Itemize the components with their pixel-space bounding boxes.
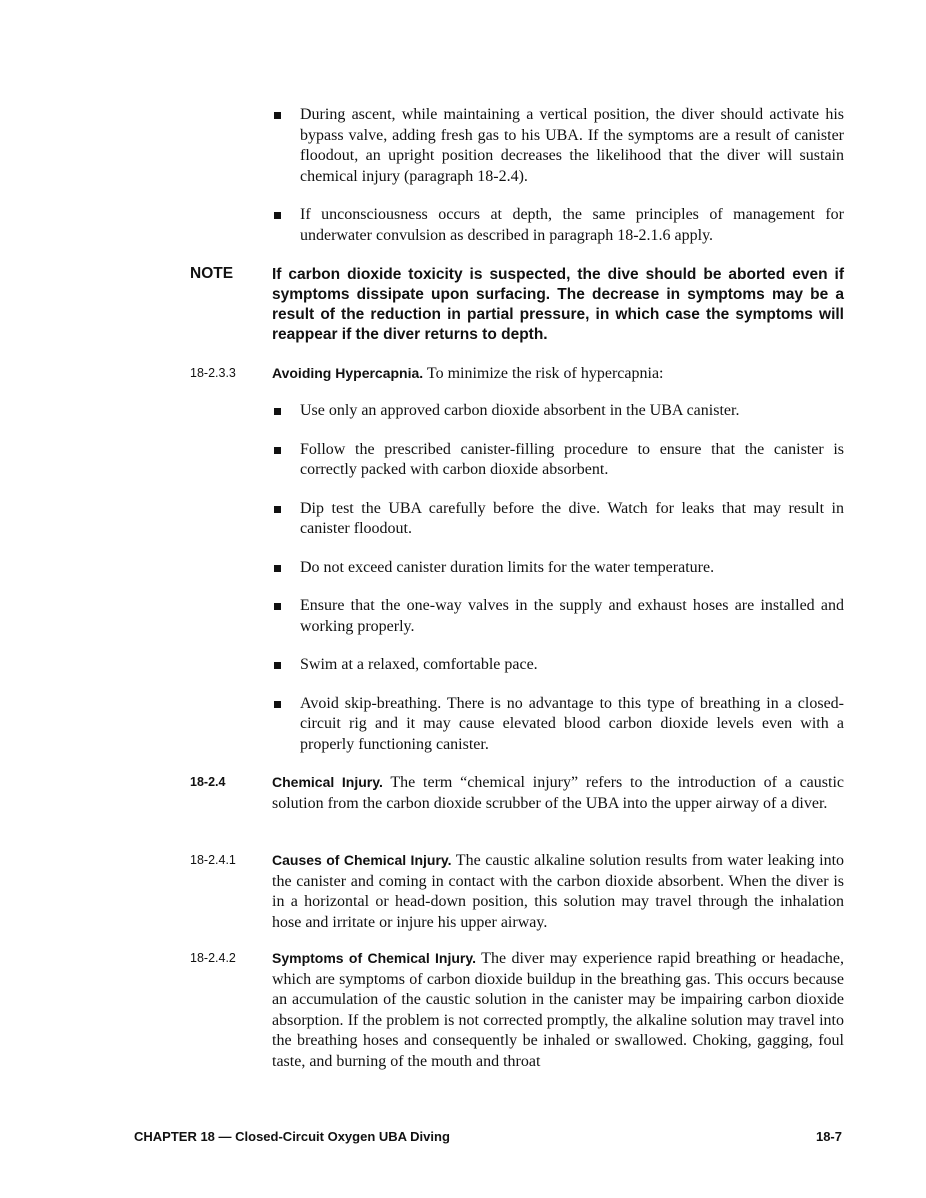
section-title: Chemical Injury.	[272, 774, 383, 790]
section-18-2-4-1	[272, 850, 844, 933]
list-item	[272, 499, 844, 540]
note-label: NOTE	[190, 265, 234, 282]
section-text: The diver may experience rapid breathing or headache, which are symptoms of carbon dioxide buildup in the breathing gas. This occurs because an accumulation of the caustic solution in the canister may be impairing carbon dioxide absorption. If the problem is not corrected promptly, the alkaline solution may travel into the breathing hoses and consequently be inhaled or swallowed. Choking, gagging, foul taste, and burning of the mouth and throat	[272, 950, 844, 1070]
list-item	[272, 596, 844, 637]
bullet-square-icon	[274, 212, 281, 219]
section-18-2-3-3	[272, 363, 844, 385]
footer-page-number: 18-7	[815, 1129, 842, 1144]
list-item	[272, 440, 844, 481]
top-bullet-list	[272, 105, 844, 264]
section-18-2-4-2	[272, 948, 844, 1072]
list-item	[272, 205, 844, 246]
bullet-square-icon	[274, 603, 281, 610]
list-item	[272, 105, 844, 187]
bullet-text: Dip test the UBA carefully before the dive. Watch for leaks that may result in canister floodout.	[300, 499, 844, 537]
bullet-text: Follow the prescribed canister-filling procedure to ensure that the canister is correctly packed with carbon dioxide absorbent.	[300, 440, 844, 478]
bullet-text: Ensure that the one-way valves in the supply and exhaust hoses are installed and working properly.	[300, 597, 844, 635]
bullet-square-icon	[274, 701, 281, 708]
section-number-18-2-4-2: 18-2.4.2	[190, 951, 236, 965]
list-item	[272, 694, 844, 756]
bullet-text: Do not exceed canister duration limits for the water temperature.	[300, 558, 715, 576]
section-number-18-2-3-3: 18-2.3.3	[190, 366, 236, 380]
bullet-square-icon	[274, 662, 281, 669]
list-item	[272, 401, 844, 422]
section-title: Avoiding Hypercapnia.	[272, 365, 424, 381]
section-18-2-4	[272, 772, 844, 814]
bullet-square-icon	[274, 565, 281, 572]
section-title: Causes of Chemical Injury.	[272, 852, 452, 868]
section-title: Symptoms of Chemical Injury.	[272, 950, 477, 966]
bullet-text: If unconsciousness occurs at depth, the same principles of management for underwater convulsion as described in paragraph 18-2.1.6 apply.	[300, 206, 844, 244]
bullet-text: Avoid skip-breathing. There is no advantage to this type of breathing in a closed-circuit rig and it may cause elevated blood carbon dioxide levels even with a properly functioning canister.	[300, 694, 844, 753]
bullet-text: Use only an approved carbon dioxide absorbent in the UBA canister.	[300, 402, 740, 419]
footer-chapter-title: CHAPTER 18 — Closed-Circuit Oxygen UBA Diving	[134, 1129, 450, 1144]
bullet-square-icon	[274, 408, 281, 415]
section-text: The caustic alkaline solution results from water leaking into the canister and coming in contact with the carbon dioxide absorbent. When the diver is in a horizontal or head-down position, this solution may travel through the inhalation hose and irritate or injure his upper airway.	[272, 852, 845, 931]
section-number-18-2-4: 18-2.4	[190, 775, 226, 789]
note-text: If carbon dioxide toxicity is suspected, the dive should be aborted even if symptoms dissipate upon surfacing. The decrease in symptoms may be a result of the reduction in partial pressure, in which case the symptoms will reappear if the diver returns to depth.	[272, 266, 844, 343]
bullet-text: Swim at a relaxed, comfortable pace.	[300, 656, 538, 673]
bullet-square-icon	[274, 447, 281, 454]
bullet-square-icon	[274, 112, 281, 119]
list-item	[272, 655, 844, 676]
bullet-text: During ascent, while maintaining a vertical position, the diver should activate his bypass valve, adding fresh gas to his UBA. If the symptoms are a result of canister floodout, an upright position decreases the likelihood that the diver will sustain chemical injury (paragraph 18-2.4).	[300, 106, 844, 185]
list-item	[272, 558, 844, 579]
hypercapnia-bullet-list	[272, 401, 844, 773]
section-text: The term “chemical injury” refers to the introduction of a caustic solution from the carbon dioxide scrubber of the UBA into the upper airway of a diver.	[272, 774, 845, 812]
section-intro: To minimize the risk of hypercapnia:	[426, 365, 664, 382]
bullet-square-icon	[274, 506, 281, 513]
section-number-18-2-4-1: 18-2.4.1	[190, 853, 236, 867]
